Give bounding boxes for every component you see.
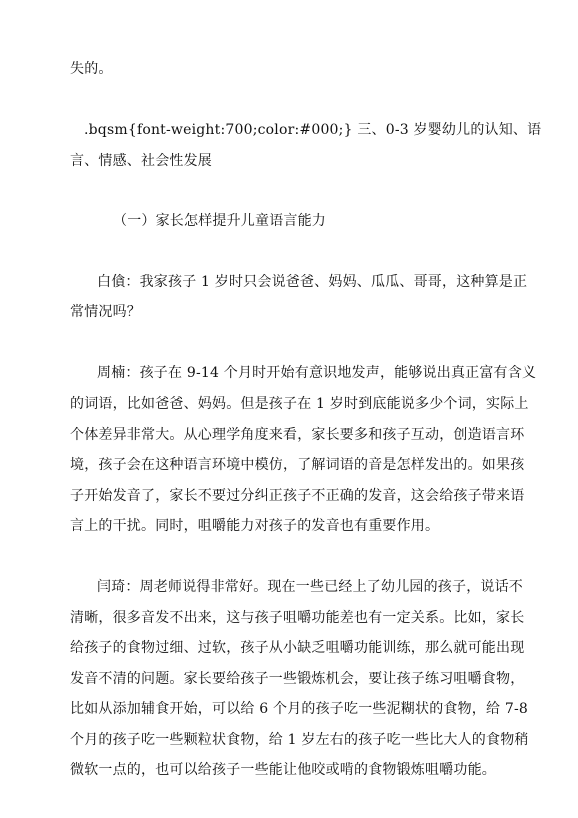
paragraph-2-line-2: 的词语，比如爸爸、妈妈。但是孩子在 1 岁时到底能说多少个词，实际上 (70, 396, 529, 412)
paragraph-1-line-2: 常情况吗？ (70, 304, 141, 320)
section-heading-line-2: 言、情感、社会性发展 (70, 153, 212, 169)
paragraph-2-line-3: 个体差异非常大。从心理学角度来看，家长要多和孩子互动，创造语言环 (70, 427, 525, 443)
paragraph-3-line-4: 发音不清的问题。家长要给孩子一些锻炼机会，要让孩子练习咀嚼食物， (70, 671, 525, 687)
paragraph-3-line-5: 比如从添加辅食开始，可以给 6 个月的孩子吃一些泥糊状的食物，给 7-8 (70, 701, 529, 717)
paragraph-3-line-3: 给孩子的食物过细、过软，孩子从小缺乏咀嚼功能训练，那么就可能出现 (70, 640, 525, 656)
paragraph-2-line-5: 子开始发音了，家长不要过分纠正孩子不正确的发音，这会给孩子带来语 (70, 488, 525, 504)
paragraph-3-line-7: 微软一点的，也可以给孩子一些能让他咬或啃的食物锻炼咀嚼功能。 (70, 762, 496, 778)
text-line-continuation: 失的。 (70, 61, 113, 77)
paragraph-3-line-2: 清晰，很多音发不出来，这与孩子咀嚼功能差也有一定关系。比如，家长 (70, 610, 525, 626)
paragraph-1-line-1: 白僋：我家孩子 1 岁时只会说爸爸、妈妈、瓜瓜、哥哥，这种算是正 (97, 274, 528, 290)
subsection-heading: （一）家长怎样提升儿童语言能力 (113, 213, 326, 229)
paragraph-3-line-1: 闫琦：周老师说得非常好。现在一些已经上了幼儿园的孩子，说话不 (97, 579, 523, 595)
paragraph-2-line-4: 境，孩子会在这种语言环境中模仿，了解词语的音是怎样发出的。如果孩 (70, 457, 525, 473)
section-heading-line-1: .bqsm{font-weight:700;color:#000;} 三、0-3 岁婴幼儿的认知、语 (84, 122, 542, 138)
paragraph-2-line-1: 周楠：孩子在 9-14 个月时开始有意识地发声，能够说出真正富有含义 (97, 365, 537, 381)
paragraph-2-line-6: 言上的干扰。同时，咀嚼能力对孩子的发音也有重要作用。 (70, 518, 440, 534)
paragraph-3-line-6: 个月的孩子吃一些颗粒状食物，给 1 岁左右的孩子吃一些比大人的食物稍 (70, 732, 529, 748)
